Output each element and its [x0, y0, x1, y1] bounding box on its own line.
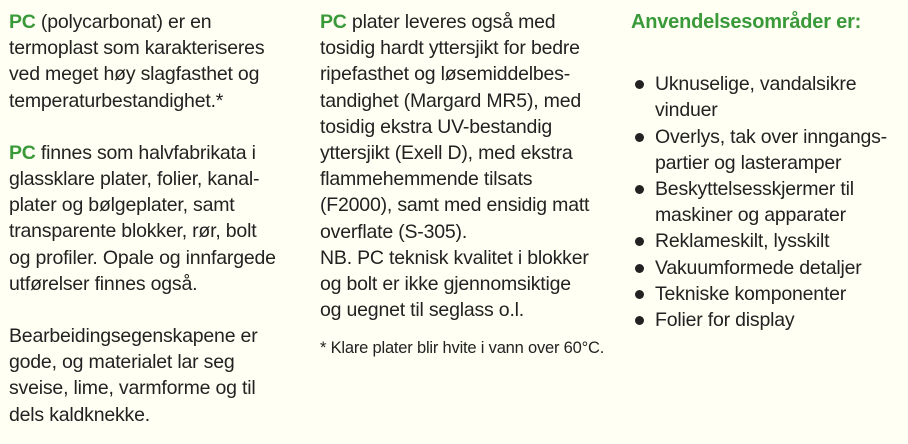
list-item-line: Reklameskilt, lysskilt	[655, 230, 830, 253]
applications-heading: Anvendelsesområder er:	[631, 11, 862, 33]
paragraph-pc-plates	[320, 9, 620, 323]
column-middle	[320, 9, 620, 359]
paragraph-processing	[9, 323, 299, 428]
paragraph-pc-forms	[9, 140, 299, 297]
paragraph-line: tandighet (Margard MR5), med	[320, 89, 582, 112]
column-right	[631, 9, 901, 333]
paragraph-line: finnes som halvfabrikata i	[35, 141, 256, 164]
pc-label: PC	[320, 11, 347, 33]
paragraph-line: sveise, lime, varmforme og til	[9, 377, 256, 400]
list-item	[631, 255, 901, 281]
paragraph-line: (polycarbonat) er en	[35, 11, 212, 33]
paragraph-line: dels kaldknekke.	[9, 403, 150, 426]
paragraph-line: og profiler. Opale og innfargede	[9, 246, 276, 269]
list-item	[631, 124, 901, 176]
list-item-line: Tekniske komponenter	[655, 282, 847, 305]
list-item-line: vinduer	[655, 99, 718, 122]
paragraph-line: ripefasthet og løsemiddelbes-	[320, 63, 570, 86]
paragraph-line: temperaturbestandighet.*	[9, 89, 224, 112]
list-item-line: Vakuumformede detaljer	[655, 256, 862, 279]
list-item	[631, 71, 901, 123]
paragraph-line: Bearbeidingsegenskapene er	[9, 325, 258, 348]
list-item	[631, 176, 901, 228]
paragraph-line: (F2000), samt med ensidig matt	[320, 194, 590, 217]
paragraph-pc-definition	[9, 9, 299, 114]
paragraph-line: plater og bølgeplater, samt	[9, 194, 235, 217]
paragraph-line: og bolt er ikke gjennomsiktige	[320, 273, 571, 296]
footnote: * Klare plater blir hvite i vann over 60°C.	[320, 339, 605, 358]
applications-list	[631, 71, 901, 333]
list-item-line: Overlys, tak over inngangs-	[655, 125, 887, 148]
pc-label: PC	[9, 141, 36, 164]
paragraph-line: yttersjikt (Exell D), med ekstra	[320, 142, 573, 165]
paragraph-line: ved meget høy slagfasthet og	[9, 63, 260, 86]
list-item	[631, 228, 901, 254]
paragraph-line: NB. PC teknisk kvalitet i blokker	[320, 246, 589, 269]
paragraph-line: tosidig hardt yttersjikt for bedre	[320, 37, 580, 60]
paragraph-line: transparente blokker, rør, bolt	[9, 220, 257, 243]
list-item-line: Beskyttelsesskjermer til	[655, 178, 854, 201]
list-item	[631, 307, 901, 333]
paragraph-line: og uegnet til seglass o.l.	[320, 299, 525, 322]
list-item	[631, 281, 901, 307]
paragraph-line: gode, og materialet lar seg	[9, 351, 235, 374]
paragraph-line: plater leveres også med	[346, 11, 556, 33]
paragraph-line: flammehemmende tilsats	[320, 168, 533, 191]
paragraph-line: tosidig ekstra UV-bestandig	[320, 115, 552, 138]
list-item-line: Folier for display	[655, 309, 795, 332]
paragraph-line: termoplast som karakteriseres	[9, 37, 265, 60]
paragraph-line: glassklare plater, folier, kanal-	[9, 168, 260, 191]
pc-label: PC	[9, 11, 36, 33]
paragraph-line: overflate (S-305).	[320, 220, 468, 243]
paragraph-line: utførelser finnes også.	[9, 272, 198, 295]
list-item-line: partier og lasteramper	[655, 151, 842, 174]
list-item-line: maskiner og apparater	[655, 204, 846, 227]
column-left	[9, 9, 299, 428]
list-item-line: Uknuselige, vandalsikre	[655, 73, 857, 96]
